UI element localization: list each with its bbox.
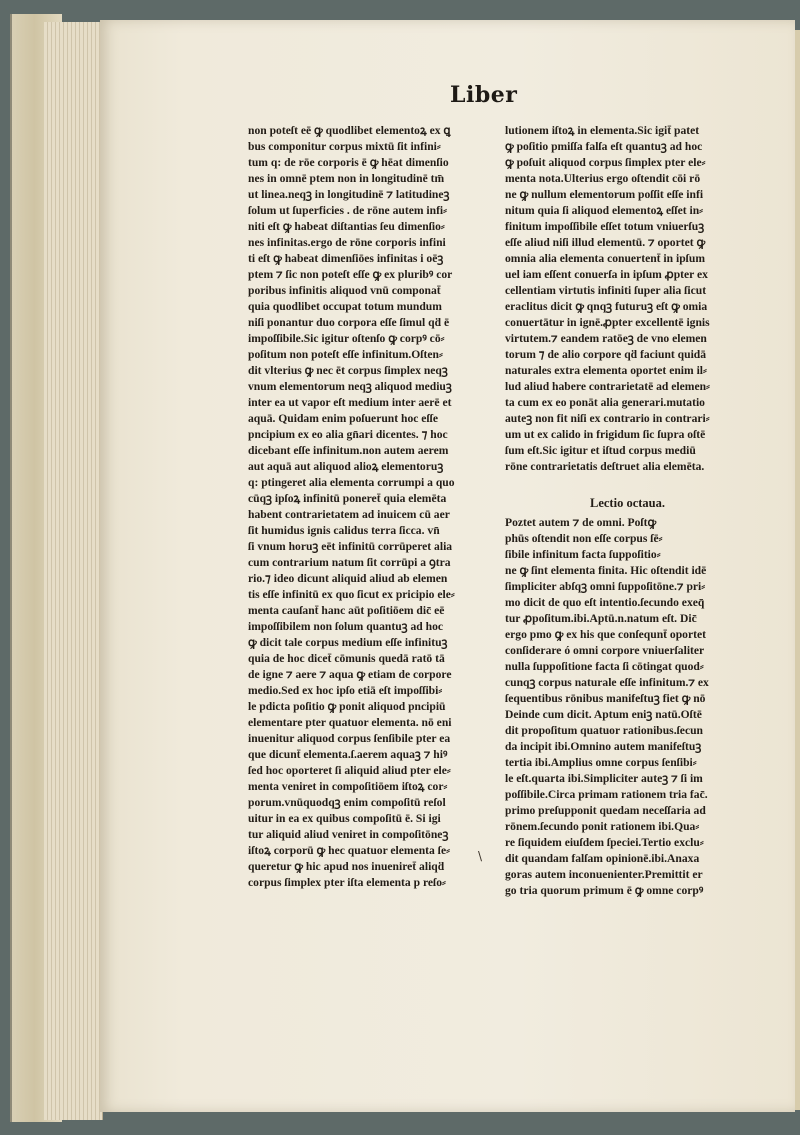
text-line: eſſe aliud niſi illud elementū. ⁊ oportet ꝙ — [505, 236, 706, 249]
text-line: menta nota.Ulterius ergo oſtendit cōi rō — [505, 172, 701, 185]
text-line: ſolum ut ſuperficies . de rōne autem infi⸗ — [248, 204, 448, 217]
left-text-column — [248, 123, 486, 891]
text-line: dicebant eſſe infinitum.non autem aerem — [248, 444, 449, 457]
text-line: um ut ex calido in frigidum ſic ſupra oſtē — [505, 428, 706, 441]
text-line: ꝙ dicit tale corpus medium eſſe infinituꝫ — [248, 636, 448, 649]
text-line: cellentiam virtutis infiniti ſuper alia ſicut — [505, 284, 707, 297]
text-line: niti eſt ꝙ habeat diſtantias ſeu dimenſio⸗ — [248, 220, 445, 233]
text-line: quia quodlibet occupat totum mundum — [248, 300, 442, 313]
text-line: auteꝫ non fit niſi ex contrario in contrari⸗ — [505, 412, 710, 425]
text-line: tertia ibi.Amplius omne corpus ſenſibi⸗ — [505, 756, 697, 769]
text-line: quia de hoc dicet̄ cōmunis quedā ratō tā — [248, 652, 445, 665]
text-line: ti eſt ꝙ habeat dimenſiōes infinitas i oēꝫ — [248, 252, 444, 265]
text-line: medio.Sed ex hoc ipſo etiā eſt impoſſibi⸗ — [248, 684, 443, 697]
text-line: poribus infinitis aliquod vnū componat̄ — [248, 284, 441, 297]
text-line: tur ꝓpoſitum.ibi.Aptū.n.natum eſt. Dic̄ — [505, 612, 697, 625]
text-line: ne ꝙ nullum elementorum poſſit eſſe infi — [505, 188, 704, 201]
text-line: queretur ꝙ hic apud nos inueniret̄ aliqḋ — [248, 860, 445, 873]
text-line: poſſibile.Circa primam rationem tria fac̄. — [505, 788, 708, 801]
section-heading: Lectio octaua. — [590, 496, 665, 510]
text-line: de igne ⁊ aere ⁊ aqua ꝙ etiam de corpore — [248, 668, 452, 681]
page-stack-edges — [44, 22, 103, 1120]
text-line: pncipium ex eo alia gn̄ari dicentes. ⁊ hoc — [248, 428, 448, 441]
text-line: ne ꝙ ſint elementa finita. Hic oſtendit idē — [505, 564, 707, 577]
text-line: Poztet autem ⁊ de omni. Poſtꝙ — [505, 516, 657, 529]
text-line: eraclitus dicit ꝙ qnqꝫ futuruꝫ eſt ꝙ omia — [505, 300, 708, 313]
right-text-column-bottom — [505, 515, 741, 899]
text-line: nes in omnē ptem non in longitudinē tm̄ — [248, 172, 445, 185]
text-line: ꝙ poſuit aliquod corpus ſimplex pter ele⸗ — [505, 156, 706, 169]
text-line: tis eſſe infinitū ex quo ſicut ex pricipio ele⸗ — [248, 588, 455, 601]
text-line: nes infinitas.ergo de rōne corporis infini — [248, 236, 446, 249]
text-line: ergo pmo ꝙ ex his que conſequnt̄ oportet — [505, 628, 706, 641]
text-line: aquā. Quidam enim poſuerunt hoc eſſe — [248, 412, 439, 425]
text-line: menta veniret in compoſitiōem iſtoꝝ cor⸗ — [248, 780, 448, 793]
text-line: iſtoꝝ corporū ꝙ hec quatuor elementa ſe⸗ — [248, 844, 450, 857]
text-line: virtutem.⁊ eandem ratōeꝫ de vno elemen — [505, 332, 707, 345]
text-line: aut aquā aut aliquod alioꝝ elementoruꝫ — [248, 460, 444, 473]
text-line: le eſt.quarta ibi.Simpliciter auteꝫ ⁊ ſi im — [505, 772, 703, 785]
text-line: cunqꝫ corpus naturale eſſe infinitum.⁊ ex — [505, 676, 709, 689]
text-line: impoſſibile.Sic igitur oſtenſo ꝙ corpꝰ cō⸗ — [248, 332, 445, 345]
text-line: goras autem inconuenienter.Premittit er — [505, 868, 703, 881]
text-line: Deinde cum dicit. Aptum eniꝫ natū.Oſtē — [505, 708, 702, 721]
text-line: ptem ⁊ ſic non poteſt eſſe ꝙ ex pluribꝰ cor — [248, 268, 453, 281]
text-line: nitum quia ſi aliquod elementoꝝ eſſet in⸗ — [505, 204, 704, 217]
text-line: lud aliud habere contrarietatē ad elemen⸗ — [505, 380, 710, 393]
text-line: rōnem.ſecundo ponit rationem ibi.Qua⸗ — [505, 820, 700, 833]
text-line: menta cauſant̄ hanc aūt poſitiōem dic̄ eē — [248, 604, 445, 617]
text-line: ſi vnum horuꝫ eēt infinitū corrūperet alia — [248, 540, 453, 553]
text-line: conſiderare ó omni corpore vniuerſaliter — [505, 644, 705, 657]
text-line: ſimpliciter abſqꝫ omni ſuppoſitōne.⁊ pri⸗ — [505, 580, 706, 593]
text-line: habent contrarietatem ad inuicem cū aer — [248, 508, 450, 521]
text-line: ꝙ poſitio pmiſſa falſa eſt quantuꝫ ad hoc — [505, 140, 703, 153]
text-line: finitum impoſſibile eſſet totum vniuerſuꝫ — [505, 220, 705, 233]
text-line: rōne contrarietatis deſtruet alia elemēta. — [505, 460, 705, 473]
text-line: cum contrarium natum ſit corrūpi a ꝯtra — [248, 556, 451, 569]
text-line: conuertātur in ignē.ꝓpter excellentē ignis — [505, 316, 710, 329]
text-line: omnia alia elementa conuertent̄ in ipſum — [505, 252, 705, 265]
text-line: elementare pter quatuor elementa. nō eni — [248, 716, 452, 729]
text-line: re ſiquidem eiuſdem ſpeciei.Tertio exclu⸗ — [505, 836, 704, 849]
text-line: le pdicta poſitio ꝙ ponit aliquod pncipiū — [248, 700, 446, 713]
text-line: go tria quorum primum ē ꝙ omne corpꝰ — [505, 884, 704, 897]
text-line: ſum eſt.Sic igitur et iſtud corpus mediū — [505, 444, 696, 457]
text-line: ta cum ex eo ponāt alia generari.mutatio — [505, 396, 705, 409]
text-line: inter ea ut vapor eſt medium inter aerē et — [248, 396, 452, 409]
running-head: Liber — [450, 82, 518, 108]
text-line: corpus ſimplex pter iſta elementa p reſo⸗ — [248, 876, 446, 889]
text-line: torum ⁊ de alio corpore qḋ faciunt quidā — [505, 348, 707, 361]
text-line: phūs oſtendit non eſſe corpus ſē⸗ — [505, 532, 663, 545]
right-text-column-top — [505, 123, 741, 475]
text-line: que dicunt̄ elementa.ſ.aerem aquaꝫ ⁊ hiꝰ — [248, 748, 448, 761]
text-line: ſequentibus rōnibus manifeſtuꝫ fiet ꝙ nō — [505, 692, 706, 705]
text-line: cūqꝫ ipſoꝝ infinitū poneret̄ quia elemēta — [248, 492, 447, 505]
text-line: niſi ponantur duo corpora eſſe ſimul qḋ ē — [248, 316, 450, 329]
text-line: impoſſibilem non ſolum quantuꝫ ad hoc — [248, 620, 444, 633]
text-line: rio.⁊ ideo dicunt aliquid aliud ab elemen — [248, 572, 448, 585]
text-line: uel iam eſſent conuerſa in ipſum ꝓpter ex — [505, 268, 708, 281]
text-line: nulla ſuppoſitione facta ſi cōtingat quod⸗ — [505, 660, 704, 673]
text-line: ſibile infinitum facta ſuppoſitio⸗ — [505, 548, 661, 561]
text-line: ſed hoc oporteret ſi aliquid aliud pter ele⸗ — [248, 764, 451, 777]
text-line: ut linea.neqꝫ in longitudinē ⁊ latitudineꝫ — [248, 188, 450, 201]
text-line: mo dicit de quo eſt intentio.ſecundo exeq̄ — [505, 596, 705, 609]
text-line: lutionem iſtoꝝ in elementa.Sic igit̄ patet — [505, 124, 700, 137]
text-line: inuenitur aliquod corpus ſenſibile pter ea — [248, 732, 451, 745]
text-line: bus componitur corpus mixtū ſit infini⸗ — [248, 140, 441, 153]
text-line: porum.vnūquodqꝫ enim compoſitū reſol — [248, 796, 446, 809]
text-line: primo preſupponit quedam neceſſaria ad — [505, 804, 706, 817]
text-line: dit quandam falſam opinionē.ibi.Anaxa — [505, 852, 700, 865]
text-line: q: ptingeret alia elementa corrumpi a quo — [248, 476, 455, 489]
text-line: dit vlterius ꝙ nec ēt corpus ſimplex neqꝫ — [248, 364, 448, 377]
text-line: uitur in ea ex quibus compoſitū ē. Si igi — [248, 812, 441, 825]
text-line: da incipit ibi.Omnino autem manifeſtuꝫ — [505, 740, 702, 753]
text-line: ſit humidus ignis calidus terra ſicca. vn̄ — [248, 524, 440, 537]
margin-mark: \ — [478, 849, 483, 863]
text-line: non poteſt eē ꝙ quodlibet elementoꝝ ex ꝗ — [248, 124, 451, 137]
text-line: naturales extra elementa oportet enim il⸗ — [505, 364, 707, 377]
text-line: vnum elementorum neqꝫ aliquod mediuꝫ — [248, 380, 452, 393]
text-line: tum q: de rōe corporis ē ꝙ hēat dimenſio — [248, 156, 449, 169]
text-line: tur aliquid aliud veniret in compoſitōneꝫ — [248, 828, 449, 841]
text-line: poſitum non poteſt eſſe infinitum.Oſten⸗ — [248, 348, 443, 361]
text-line: dit propoſitum quatuor rationibus.ſecun — [505, 724, 703, 737]
